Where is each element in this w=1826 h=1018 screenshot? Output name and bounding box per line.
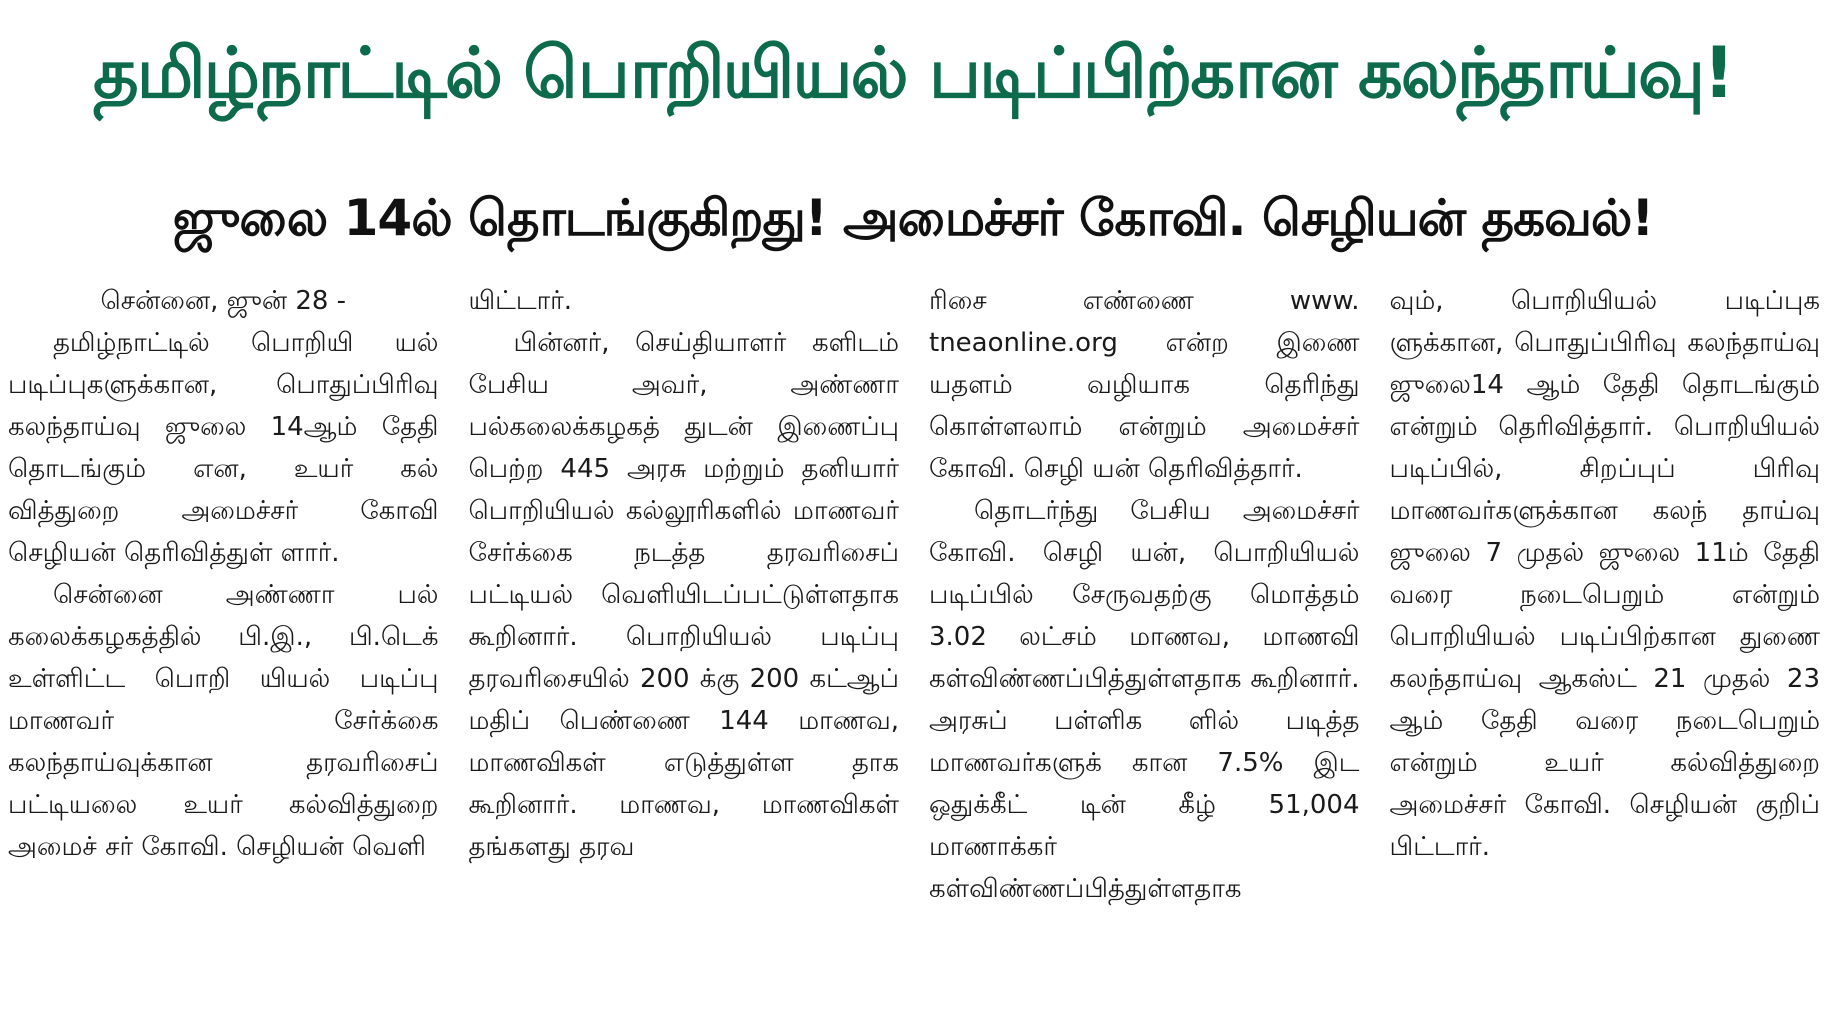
paragraph: தொடர்ந்து பேசிய அமைச்சர் கோவி. செழி யன், பொறியியல் படிப்பில் சேருவதற்கு மொத்தம் 3.02 லட்சம் மாணவ, மாணவி கள்விண்ணப்பித்துள்ளதாக கூறினார். அரசுப் பள்ளிக ளில் படித்த மாணவர்களுக் கான 7.5% இட ஒதுக்கீட் டின் கீழ் 51,004 மாணாக்கர் கள்விண்ணப்பித்துள்ளதாக <box>929 496 1360 904</box>
dateline: சென்னை, ஜுன் 28 - <box>100 286 347 316</box>
article-column-2 <box>469 280 900 1010</box>
subheadline: ஜுலை 14ல் தொடங்குகிறது! அமைச்சர் கோவி. செழியன் தகவல்! <box>172 189 1654 247</box>
article-column-1 <box>8 280 439 1010</box>
article-column-4 <box>1390 280 1821 1010</box>
paragraph: வும், பொறியியல் படிப்புக ளுக்கான, பொதுப்பிரிவு கலந்தாய்வு ஜுலை14 ஆம் தேதி தொடங்கும் என்றும் தெரிவித்தார். பொறியியல் படிப்பில், சிறப்புப் பிரிவு மாணவர்களுக்கான கலந் தாய்வு ஜுலை 7 முதல் ஜுலை 11ம் தேதி வரை நடைபெறும் என்றும் பொறியியல் படிப்பிற்கான துணை கலந்தாய்வு ஆகஸ்ட் 21 முதல் 23 ஆம் தேதி வரை நடைபெறும் என்றும் உயர் கல்வித்துறை அமைச்சர் கோவி. செழியன் குறிப் பிட்டார். <box>1389 286 1820 862</box>
article-body <box>8 280 1820 1010</box>
paragraph: தமிழ்நாட்டில் பொறியி யல் படிப்புகளுக்கான, பொதுப்பிரிவு கலந்தாய்வு ஜுலை 14ஆம் தேதி தொடங்கும் என, உயர் கல் வித்துறை அமைச்சர் கோவி செழியன் தெரிவித்துள் ளார். <box>8 328 439 568</box>
paragraph: சென்னை அண்ணா பல் கலைக்கழகத்தில் பி.இ., பி.டெக் உள்ளிட்ட பொறி யியல் படிப்பு மாணவர் சேர்க்கை கலந்தாய்வுக்கான தரவரிசைப் பட்டியலை உயர் கல்வித்துறை அமைச் சர் கோவி. செழியன் வெளி <box>8 580 439 862</box>
headline: தமிழ்நாட்டில் பொறியியல் படிப்பிற்கான கலந்தாய்வு! <box>93 32 1733 114</box>
paragraph: ரிசை எண்ணை www. tneaonline.org என்ற இணை யதளம் வழியாக தெரிந்து கொள்ளலாம் என்றும் அமைச்சர் கோவி. செழி யன் தெரிவித்தார். <box>929 286 1360 484</box>
article-column-3 <box>929 280 1360 1010</box>
paragraph: பின்னர், செய்தியாளர் களிடம் பேசிய அவர், அண்ணா பல்கலைக்கழகத் துடன் இணைப்பு பெற்ற 445 அரசு மற்றும் தனியார் பொறியியல் கல்லூரிகளில் மாணவர் சேர்க்கை நடத்த தரவரிசைப் பட்டியல் வெளியிடப்பட்டுள்ளதாக கூறினார். பொறியியல் படிப்பு தரவரிசையில் 200 க்கு 200 கட்ஆப் மதிப் பெண்ணை 144 மாணவ, மாணவிகள் எடுத்துள்ள தாக கூறினார். மாணவ, மாணவிகள் தங்களது தரவ <box>468 328 899 862</box>
paragraph: யிட்டார். <box>468 286 573 316</box>
